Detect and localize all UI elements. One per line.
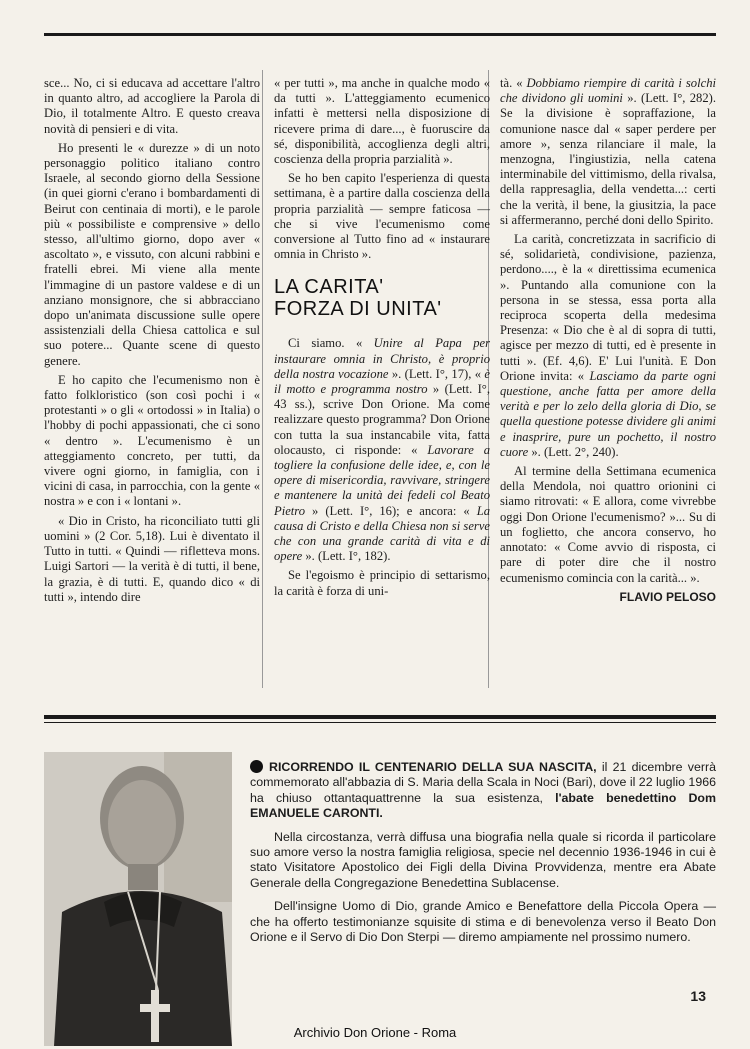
article-column-1 bbox=[44, 76, 260, 609]
heading-line-2: FORZA DI UNITA' bbox=[274, 298, 442, 321]
portrait-illustration bbox=[44, 752, 232, 1046]
notice-paragraph bbox=[250, 760, 716, 822]
text-run: » (Lett. I°, 43 ss.), scrive Don Orione. Ma come realizzare questo programma? Don Orione con tutta la sua instancabile vita, fatta olocausto, ci risponde: « bbox=[274, 382, 490, 457]
text-run: ». (Lett. I°, 17), « bbox=[388, 366, 485, 381]
quote-run: Lasciamo da parte ogni questione, anche fatta per amore della verità e per lo zelo della gloria di Dio, se quella questione potesse dividere gli animi e inasprire, pure un pochetto, il nostro cuore bbox=[500, 368, 716, 459]
quote-run: Lavorare a togliere la confusione delle idee, e, con le opere di misericordia, ravvivare, stringere e mantenere la unità dei fedeli col Beato Pietro bbox=[274, 442, 491, 518]
text-run: ». (Lett. I°, 282). Se la divisione è sopraffazione, la comunione nasce dal « saper perdere per amore », senza rilanciare il male, la menzogna, l'ingiustizia, nella catena interminabile del vittimismo, della rivalsa, della rappresaglia, della vendetta...: certi che la verità, il bene, la giusitzia, la pace si affermeranno, perché doni dello Spirito. bbox=[500, 91, 716, 227]
col1-paragraph: « Dio in Cristo, ha riconciliato tutti gli uomini » (2 Cor. 5,18). Lui è diventato il Tutto in tutti. « Quindi — rifletteva mons. Luigi Sartori — la verità è di tutti, il bene, la grazia, è di tutti. E, quando dico « di tutti », intendo dire bbox=[44, 513, 260, 604]
notice-paragraph: Dell'insigne Uomo di Dio, grande Amico e Benefattore della Piccola Opera — che ha offerto testimonianze squisite di stima e di benevolenza verso il Beato Don Orione e il Servo di Dio Don Sterpi — diremo ampiamente nel prossimo numero. bbox=[250, 899, 716, 945]
quote-run: La causa di Cristo e della Chiesa non si serve che con una grande carità di vita e di opere bbox=[274, 503, 490, 564]
text-run: ». (Lett. I°, 182). bbox=[302, 549, 391, 564]
col2-paragraph bbox=[274, 336, 490, 564]
col3-paragraph bbox=[500, 76, 716, 228]
article-column-2 bbox=[274, 76, 490, 603]
col1-paragraph: Ho presenti le « durezze » di un noto personaggio politico italiano contro Israele, al secondo giorno della Sessione (in quei giorni c'erano i bombardamenti di Beirut con centinaia di morti), e le parole più « possibiliste e comprensive » dello stesso, all'ultimo giorno, dopo aver « ascoltato », e vissuto, con alcuni rabbini e fratelli ebrei. Mi viene alla mente l'immagine di un pastore valdese e di un anziano monsignore, che si abbracciano dopo un'animata discussione sulle opere assistenziali della Chiesa cattolica e sul suo potere... Quante scene di questo genere. bbox=[44, 140, 260, 368]
page-number: 13 bbox=[690, 988, 706, 1004]
col3-paragraph: Al termine della Settimana ecumenica della Mendola, noi quattro orionini ci siamo ritrovati: « E allora, come vivrebbe oggi Don Orione l'ecumenismo? »... Su di un foglietto, che ancora conservo, ho annotato: « Come avvio di risposta, ci pare di poter dire che il nostro ecumenismo comincia con la carità... ». bbox=[500, 464, 716, 585]
text-run: tà. « bbox=[500, 76, 527, 90]
notice-paragraph: Nella circostanza, verrà diffusa una biografia nella quale si ricorda il particolare suo amore verso la nostra famiglia religiosa, specie nel decennio 1936-1946 in cui è stato Visitatore Apostolico dei Figli della Divina Provvidenza, mentre era Abate Generale della Congregazione Benedettina Sublacense. bbox=[250, 829, 716, 890]
heading-line-1: LA CARITA' bbox=[274, 276, 384, 299]
text-run: il 21 dicembre verrà commemorato all'abbazia di S. Maria della Scala in Noci (Bari), dove il 22 luglio 1966 ha chiuso ottantaquattrenne la sua esistenza, bbox=[250, 760, 716, 805]
text-run: Ci siamo. « bbox=[288, 336, 374, 351]
quote-run: Dobbiamo riempire di carità i solchi che dividono gli uomini bbox=[500, 76, 716, 106]
box-top-rule-thin bbox=[44, 722, 716, 723]
col1-paragraph: sce... No, ci si educava ad accettare l'altro in quanto altro, ad accogliere la Parola di Dio, il totalmente Altro. E questo creava novità di pensieri e di vita. bbox=[44, 76, 260, 136]
text-run: La carità, concretizzata in sacrificio di sé, solidarietà, condivisione, pazienza, perdono...., è la « direttissima ecumenica ». Puntando alla comunione con la persona in se stessa, essa porta alla reciproca scoperta della medesima Presenza: « Dio che è al di sopra di tutti, agisce per mezzo di tutti, ed è presente in tutti ». (Ef. 4,6). E' Lui l'unità. E Don Orione invita: « bbox=[500, 232, 716, 383]
col2-paragraph: « per tutti », ma anche in qualche modo « da tutti ». L'atteggiamento ecumenico infatti è mettersi nella disposizione di ricevere prima di dare..., è fuoruscire da sé, disponibilità, accoglienza degli altri, coscienza della propria parzialità ». bbox=[274, 76, 490, 167]
column-divider-left bbox=[262, 70, 263, 688]
abbot-name: l'abate benedettino Dom EMANUELE CARONTI. bbox=[250, 790, 716, 821]
col3-paragraph bbox=[500, 232, 716, 460]
bullet-icon bbox=[250, 760, 263, 773]
text-run: ». (Lett. 2°, 240). bbox=[528, 444, 619, 459]
abbot-portrait-photo bbox=[44, 752, 232, 1046]
section-heading bbox=[274, 276, 490, 320]
author-signature: FLAVIO PELOSO bbox=[619, 589, 716, 604]
article-column-3 bbox=[500, 76, 716, 605]
notice-lead: RICORRENDO IL CENTENARIO DELLA SUA NASCITA, bbox=[269, 760, 597, 774]
col2-paragraph: Se ho ben capito l'esperienza di questa settimana, è a partire dalla coscienza della propria parzialità — sempre faticosa — che si vive l'ecumenismo come conversione al Tutto fino ad « instaurare omnia in Christo ». bbox=[274, 171, 490, 262]
commemoration-notice bbox=[250, 760, 716, 953]
col2-paragraph: Se l'egoismo è principio di settarismo, la carità è forza di uni- bbox=[274, 568, 490, 598]
box-top-rule bbox=[44, 715, 716, 719]
quote-run: è il motto e programma nostro bbox=[274, 366, 490, 397]
text-run: » (Lett. I°, 16); e ancora: « bbox=[305, 503, 477, 518]
archive-footer: Archivio Don Orione - Roma bbox=[293, 1025, 457, 1040]
col1-paragraph: E ho capito che l'ecumenismo non è fatto folkloristico (son così pochi i « protestanti » o gli « ortodossi » in Italia) o l'hobby di pochi appassionati, che ci sono « dentro ». L'ecumenismo è un atteggiamento concreto, per tutti, da vivere ogni giorno, in famiglia, con i vicini di casa, in parrocchia, con la gente « nostra » e con i « lontani ». bbox=[44, 372, 260, 509]
quote-run: Unire al Papa per instaurare omnia in Christo, è proprio della nostra vocazione bbox=[274, 336, 490, 381]
top-rule bbox=[44, 33, 716, 36]
